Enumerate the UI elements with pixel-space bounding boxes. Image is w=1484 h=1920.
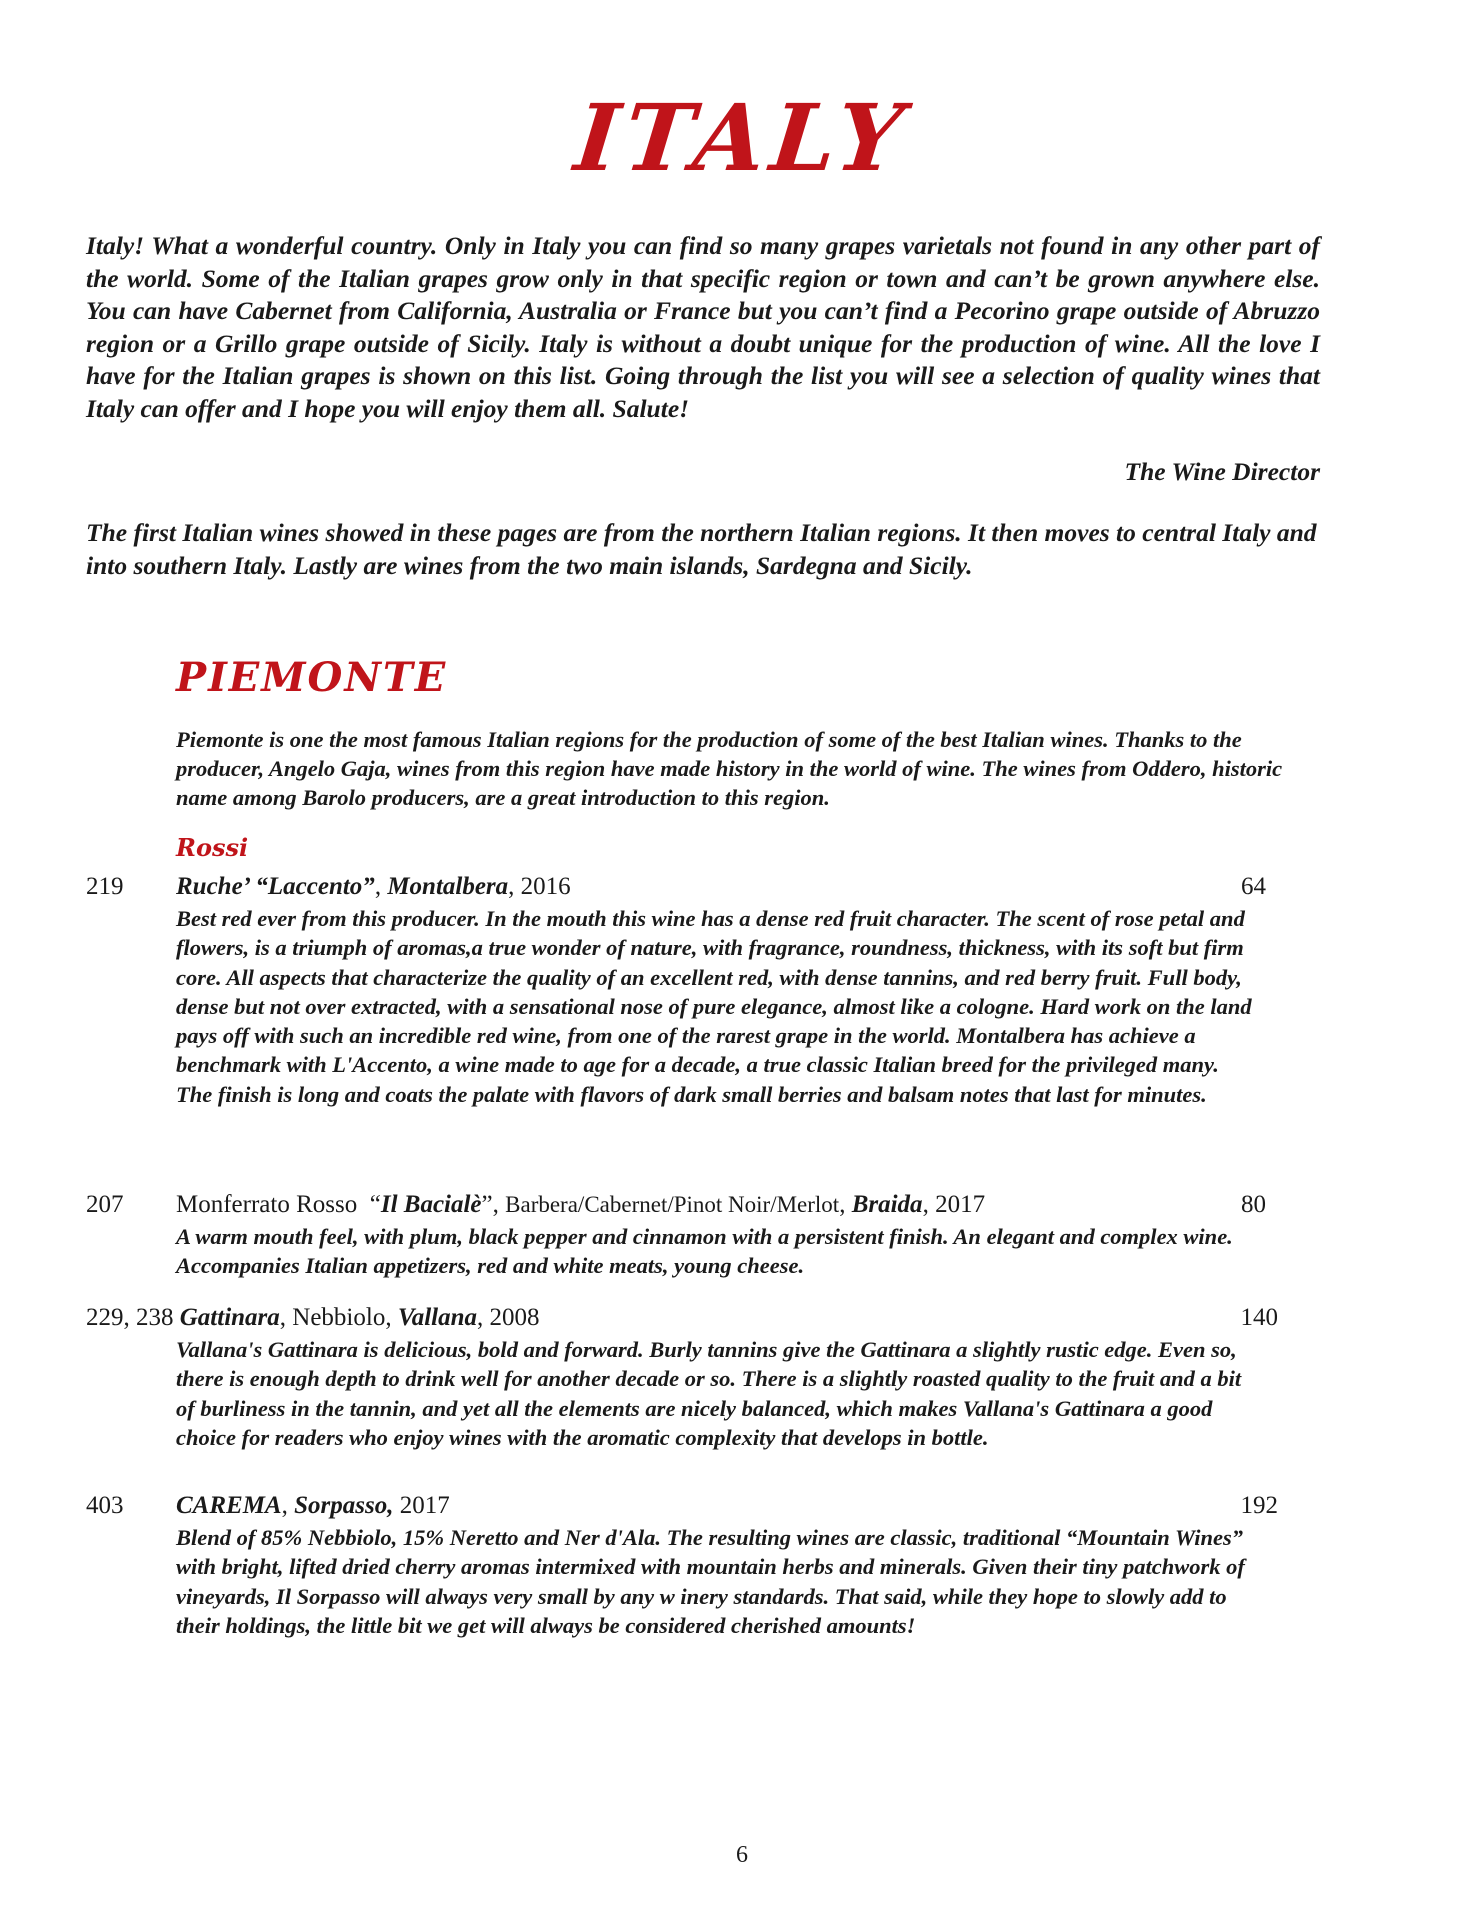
wine-name: 229, 238 Gattinara, Nebbiolo, Vallana, 2008 — [86, 1304, 540, 1331]
price: 80 — [1241, 1191, 1266, 1218]
subsection-title: Rossi — [176, 833, 249, 862]
price: 64 — [1241, 873, 1266, 900]
tasting-note: A warm mouth feel, with plum, black pepper and cinnamon with a persistent finish. An elegant and complex wine. Accompanies Italian appetizers, red and white meats, young cheese. — [176, 1224, 1233, 1279]
price: 192 — [1240, 1492, 1278, 1519]
intro-paragraph: Italy! What a wonderful country. Only in Italy you can find so many grapes varietals not found in any other part of the world. Some of the Italian grapes grow only in that specific region or town and can’t be grown anywhere else. You can have Cabernet from California, Australia or France but you can’t find a Pecorino grape outside of Abruzzo region or a Grillo grape outside of Sicily. Italy is without a doubt unique for the production of wine. All the love I have for the Italian grapes is shown on this list. Going through the list you will see a selection of quality wines that Italy can offer and I hope you will enjoy them all. Salute! — [86, 231, 1320, 423]
tasting-note: Best red ever from this producer. In the mouth this wine has a dense red fruit character. The scent of rose petal and flowers, is a triumph of aromas,a true wonder of nature, with fragrance, roundness, thickness, with its soft but firm core. All aspects that characterize the quality of an excellent red, with dense tannins, and red berry fruit. Full body, dense but not over extracted, with a sensational nose of pure elegance, almost like a cologne. Hard work on the land pays off with such an incredible red wine, from one of the rarest grape in the world. Montalbera has achieve a benchmark with L'Accento, a wine made to age for a decade, a true classic Italian breed for the privileged many. The finish is long and coats the palate with flavors of dark small berries and balsam notes that last for minutes. — [176, 906, 1252, 1107]
wine-name: Ruche’ “Laccento”, Montalbera, 2016 — [176, 873, 571, 900]
wine-name: Monferrato Rosso “Il Bacialè”, Barbera/Cabernet/Pinot Noir/Merlot, Braida, 2017 — [176, 1191, 986, 1218]
price: 140 — [1240, 1304, 1278, 1331]
page-title: ITALY — [570, 84, 914, 192]
tasting-note: Vallana's Gattinara is delicious, bold and forward. Burly tannins give the Gattinara a slightly rustic edge. Even so, there is enough depth to drink well for another decade or so. There is a slightly roasted quality to the fruit and a bit of burliness in the tannin, and yet all the elements are nicely balanced, which makes Vallana's Gattinara a good choice for readers who enjoy wines with the aromatic complexity that develops in bottle. — [176, 1337, 1242, 1450]
bin-number: 219 — [86, 873, 124, 900]
signature: The Wine Director — [1124, 457, 1320, 486]
tasting-note: Blend of 85% Nebbiolo, 15% Neretto and Ner d'Ala. The resulting wines are classic, traditional “Mountain Wines” with bright, lifted dried cherry aromas intermixed with mountain herbs and minerals. Given their tiny patchwork of vineyards, Il Sorpasso will always very small by any w inery standards. That said, while they hope to slowly add to their holdings, the little bit we get will always be considered cherished amounts! — [176, 1525, 1245, 1638]
region-description: Piemonte is one the most famous Italian regions for the production of some of the best Italian wines. Thanks to the producer, Angelo Gaja, wines from this region have made history in the world of wine. The wines from Oddero, historic name among Barolo producers, are a great introduction to this region. — [176, 727, 1283, 810]
bin-number: 229, 238 — [86, 1304, 174, 1331]
bin-number: 207 — [86, 1191, 124, 1218]
wine-name: CAREMA, Sorpasso, 2017 — [176, 1492, 450, 1519]
regions-note: The first Italian wines showed in these pages are from the northern Italian regions. It then moves to central Italy and into southern Italy. Lastly are wines from the two main islands, Sardegna and Sicily. — [86, 518, 1317, 580]
region-title: PIEMONTE — [176, 654, 448, 701]
page-number: 6 — [736, 1842, 748, 1868]
bin-number: 403 — [86, 1492, 124, 1519]
